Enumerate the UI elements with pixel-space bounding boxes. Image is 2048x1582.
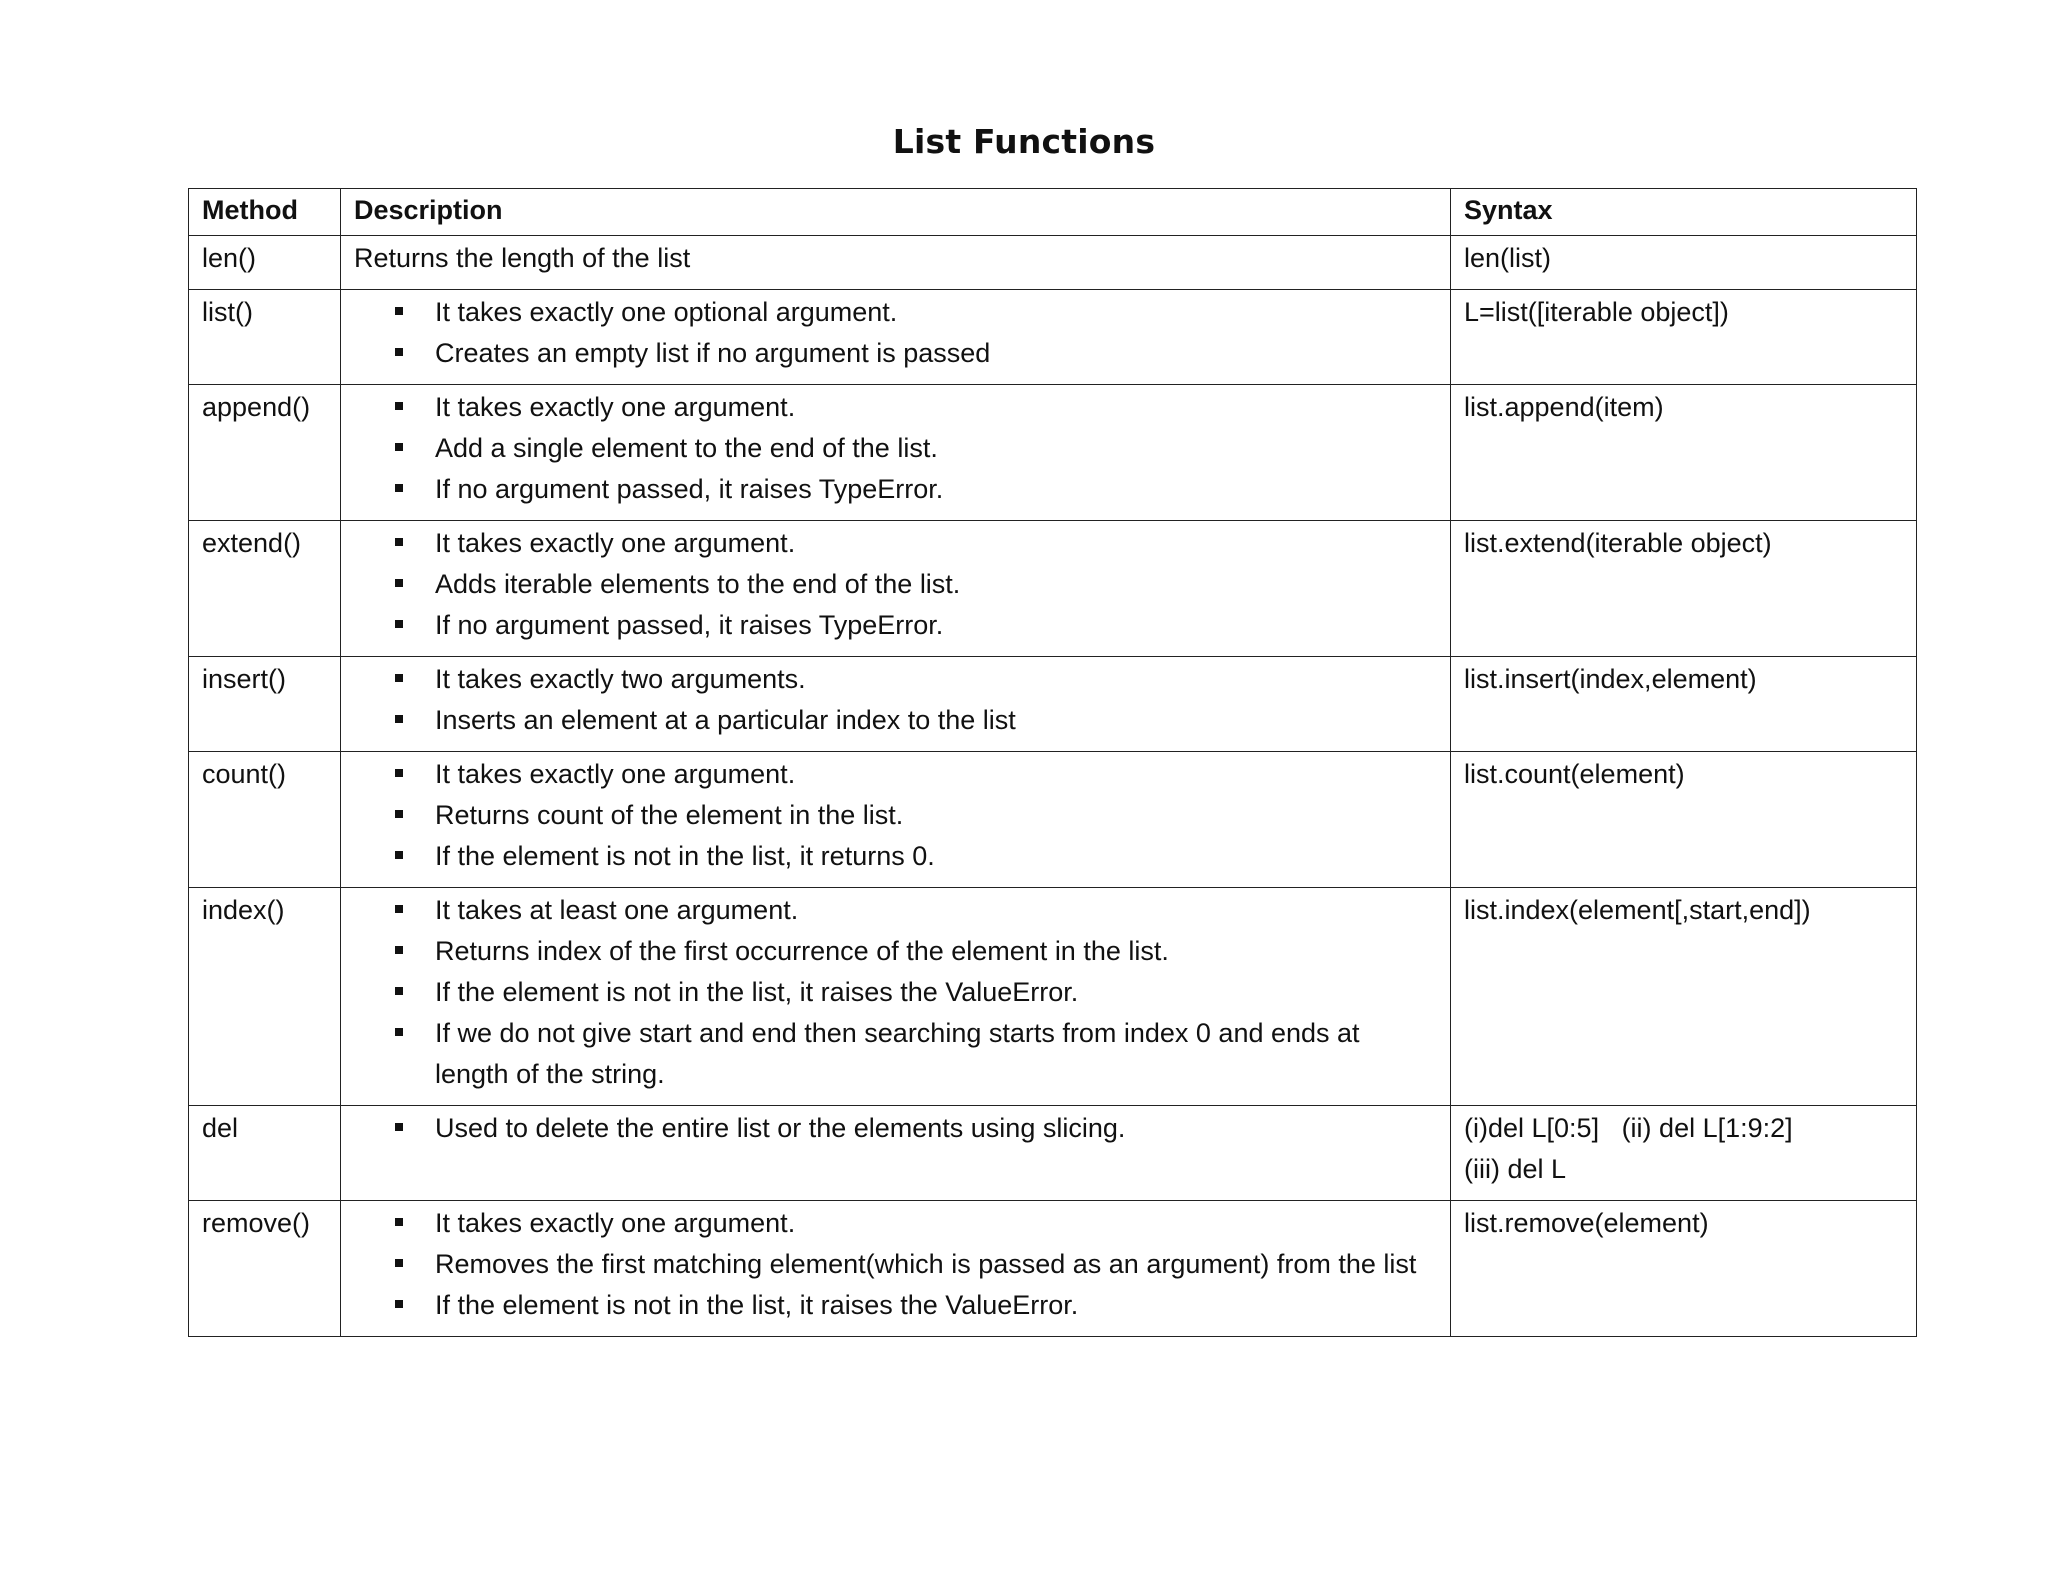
method-cell: extend() [189,521,341,657]
list-item: It takes exactly one optional argument. [435,292,1438,333]
syntax-cell [1451,1106,1917,1201]
description-bullet-list [354,659,1438,741]
description-cell [341,385,1451,521]
description-cell [341,1201,1451,1337]
list-item: It takes exactly one argument. [435,387,1438,428]
description-cell [341,752,1451,888]
list-item: Returns count of the element in the list. [435,795,1438,836]
header-method: Method [189,189,341,236]
method-cell: insert() [189,657,341,752]
table-row [189,290,1917,385]
syntax-cell [1451,385,1917,521]
table-row [189,657,1917,752]
syntax-line: list.extend(iterable object) [1464,528,1772,558]
list-item: It takes exactly one argument. [435,1203,1438,1244]
syntax-line: L=list([iterable object]) [1464,297,1729,327]
syntax-line: (i)del L[0:5] (ii) del L[1:9:2] [1464,1113,1793,1143]
description-bullet-list [354,1108,1438,1149]
list-item: Inserts an element at a particular index to the list [435,700,1438,741]
list-item: Returns index of the first occurrence of the element in the list. [435,931,1438,972]
syntax-line: len(list) [1464,243,1552,273]
description-cell [341,236,1451,290]
syntax-cell [1451,290,1917,385]
syntax-line: list.index(element[,start,end]) [1464,895,1811,925]
table-row [189,1201,1917,1337]
syntax-cell [1451,752,1917,888]
method-cell: count() [189,752,341,888]
syntax-cell [1451,1201,1917,1337]
description-cell [341,888,1451,1106]
page-title: List Functions [892,122,1156,161]
header-syntax: Syntax [1451,189,1917,236]
description-bullet-list [354,890,1438,1095]
list-item: It takes exactly one argument. [435,523,1438,564]
description-cell [341,290,1451,385]
syntax-line: (iii) del L [1464,1154,1567,1184]
list-item: If the element is not in the list, it raises the ValueError. [435,1285,1438,1326]
description-bullet-list [354,387,1438,510]
list-item: Used to delete the entire list or the elements using slicing. [435,1108,1438,1149]
description-cell [341,657,1451,752]
table-row [189,236,1917,290]
table-row [189,521,1917,657]
list-item: Add a single element to the end of the list. [435,428,1438,469]
description-bullet-list [354,523,1438,646]
list-item: Adds iterable elements to the end of the list. [435,564,1438,605]
description-bullet-list [354,1203,1438,1326]
syntax-cell [1451,888,1917,1106]
syntax-line: list.insert(index,element) [1464,664,1757,694]
description-bullet-list [354,292,1438,374]
table-body [189,236,1917,1337]
method-cell: remove() [189,1201,341,1337]
header-description: Description [341,189,1451,236]
method-cell: index() [189,888,341,1106]
method-cell: list() [189,290,341,385]
syntax-cell [1451,657,1917,752]
syntax-cell [1451,236,1917,290]
method-cell: len() [189,236,341,290]
list-item: If no argument passed, it raises TypeError. [435,469,1438,510]
list-item: It takes exactly one argument. [435,754,1438,795]
method-cell: append() [189,385,341,521]
method-cell: del [189,1106,341,1201]
list-functions-table [188,188,1917,1337]
table-row [189,385,1917,521]
syntax-cell [1451,521,1917,657]
list-item: If the element is not in the list, it returns 0. [435,836,1438,877]
syntax-line: list.append(item) [1464,392,1664,422]
table-header-row [189,189,1917,236]
list-item: Creates an empty list if no argument is passed [435,333,1438,374]
syntax-line: list.remove(element) [1464,1208,1709,1238]
table-row [189,1106,1917,1201]
list-item: It takes at least one argument. [435,890,1438,931]
table-row [189,888,1917,1106]
table-row [189,752,1917,888]
list-item: It takes exactly two arguments. [435,659,1438,700]
description-bullet-list [354,754,1438,877]
description-cell [341,521,1451,657]
list-item: Removes the first matching element(which is passed as an argument) from the list [435,1244,1438,1285]
list-item: If no argument passed, it raises TypeError. [435,605,1438,646]
list-item: If we do not give start and end then searching starts from index 0 and ends at length of the string. [435,1013,1438,1095]
description-text: Returns the length of the list [354,243,691,273]
description-cell [341,1106,1451,1201]
list-item: If the element is not in the list, it raises the ValueError. [435,972,1438,1013]
syntax-line: list.count(element) [1464,759,1685,789]
